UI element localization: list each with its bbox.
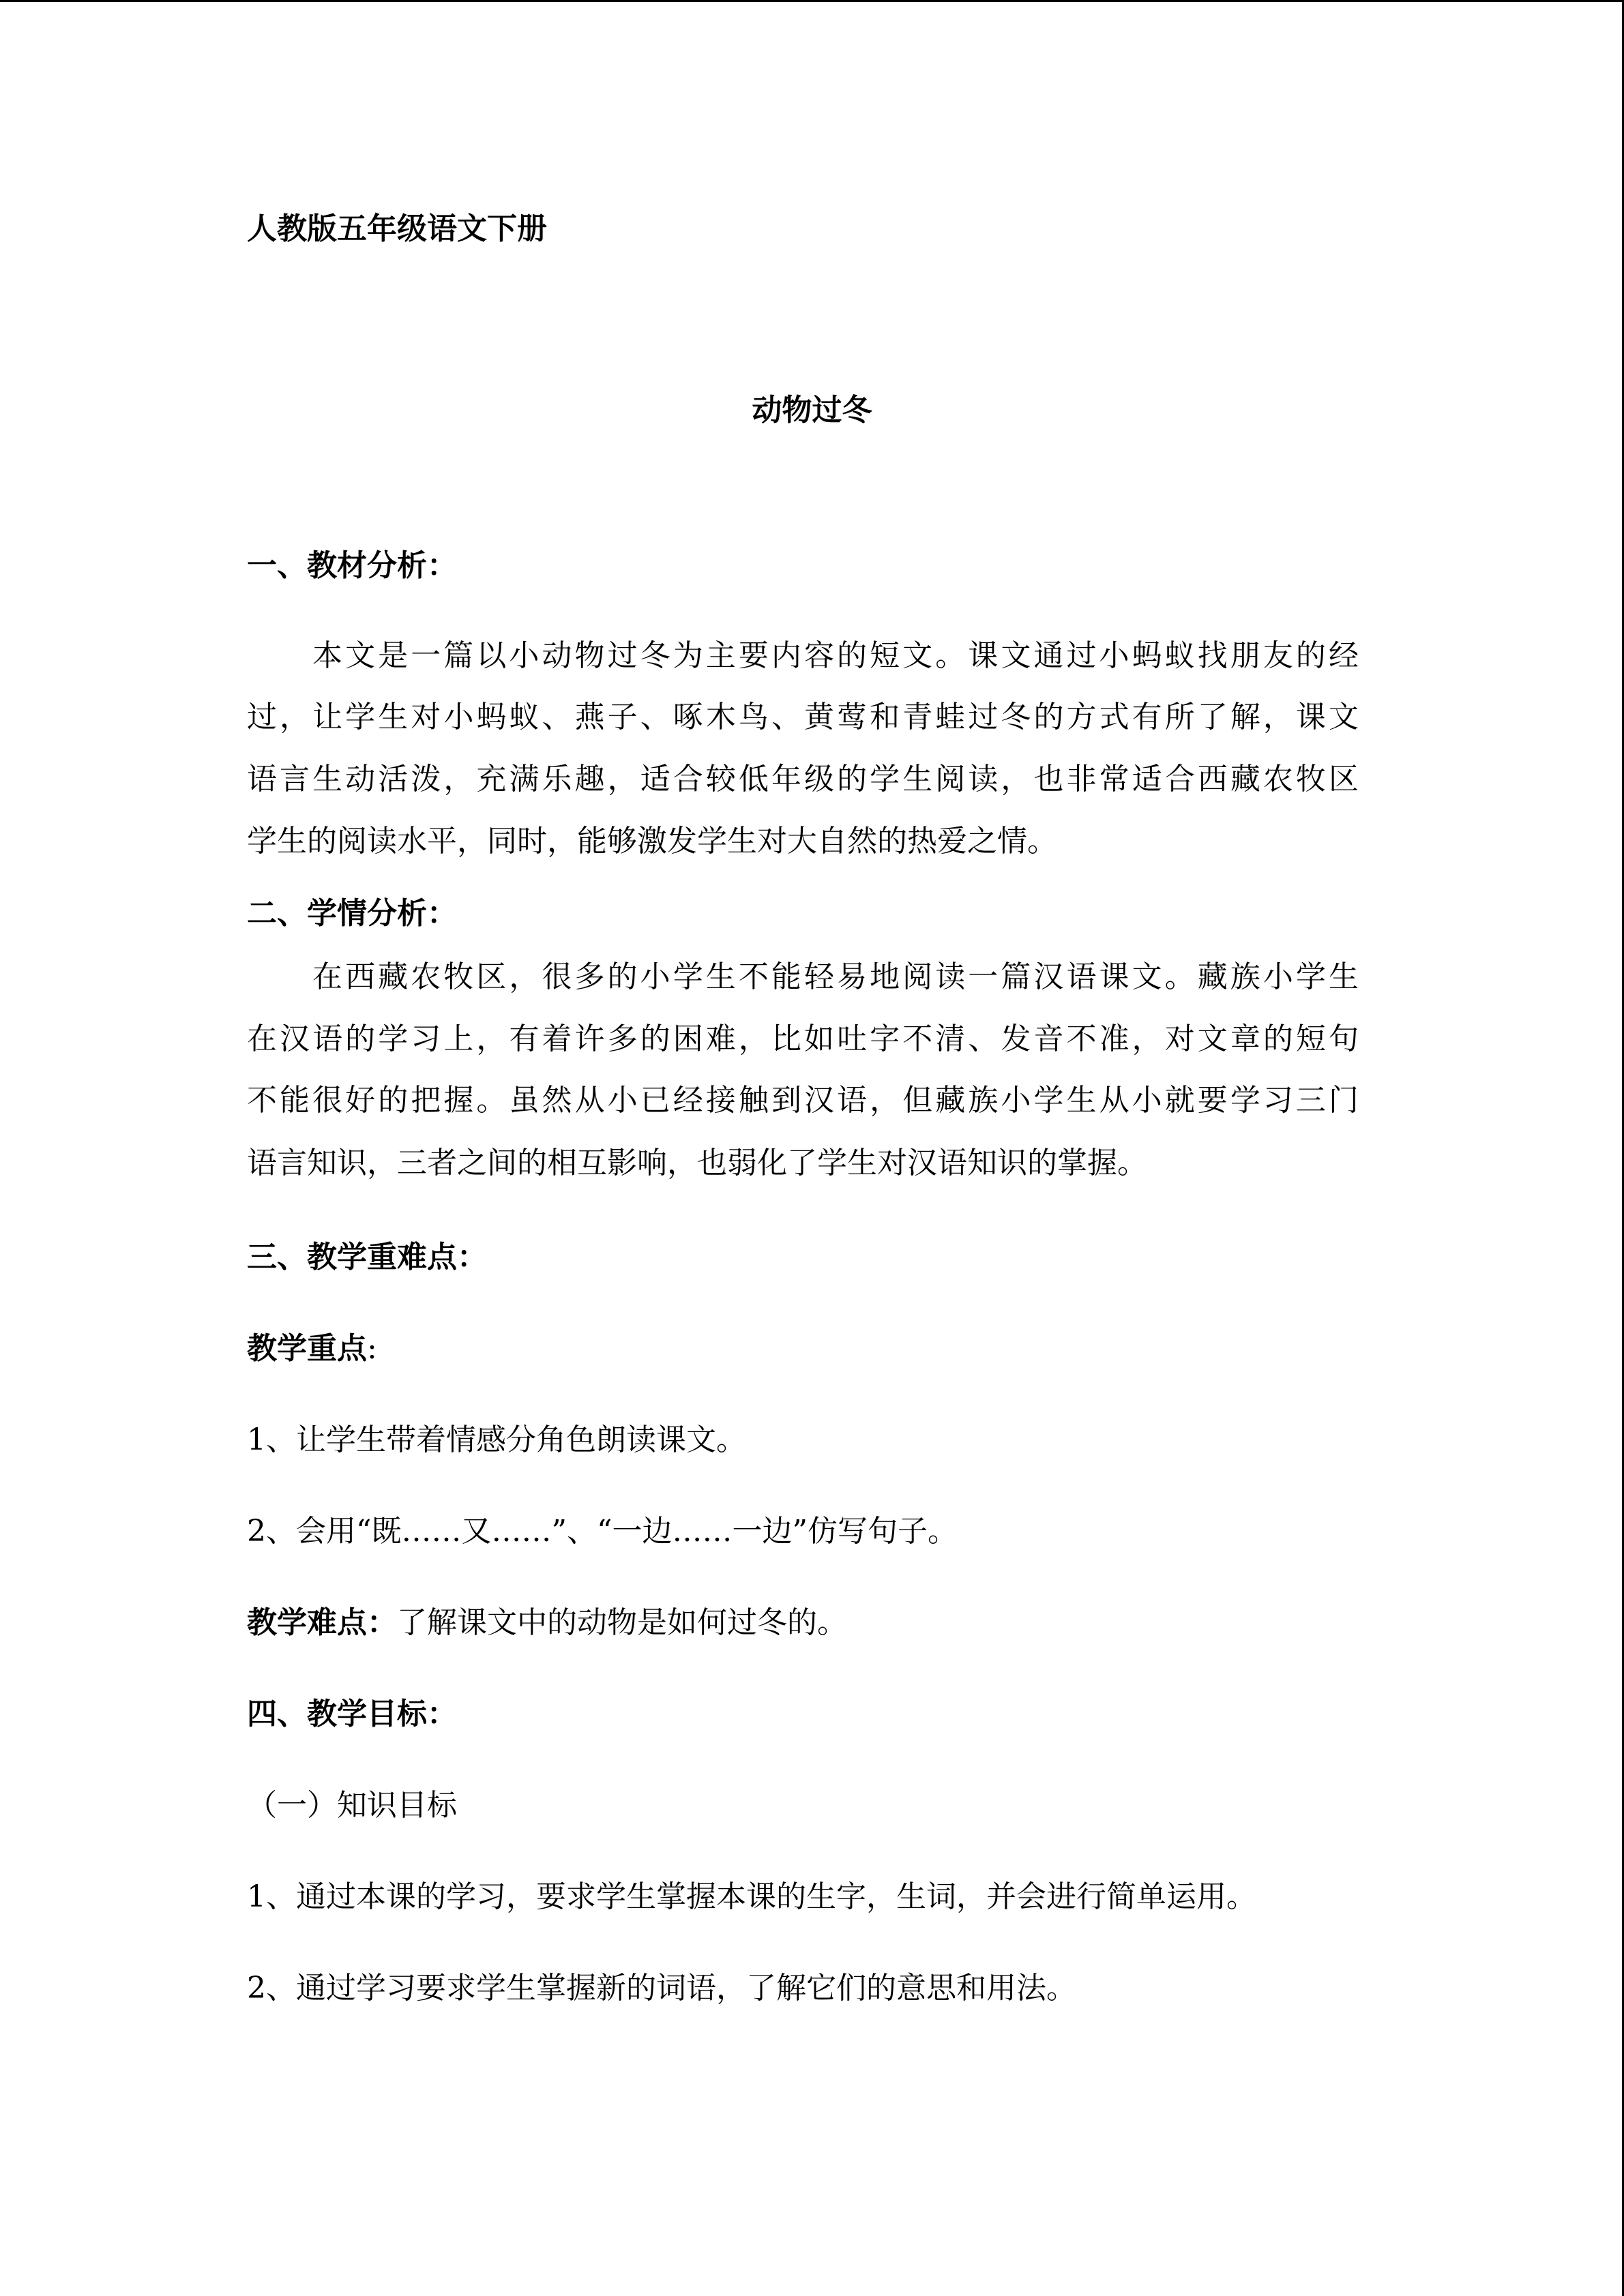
knowledge-goal-item: 1、通过本课的学习，要求学生掌握本课的生字，生词，并会进行简单运用。 [247, 1879, 1256, 1914]
document-title: 动物过冬 [752, 393, 872, 428]
paragraph-line: 不能很好的把握。虽然从小已经接触到汉语，但藏族小学生从小就要学习三门 [247, 1083, 1359, 1118]
section-heading-teaching-goals: 四、教学目标： [247, 1697, 457, 1731]
difficulty-label: 教学难点： [247, 1605, 397, 1640]
paragraph-line: 在汉语的学习上，有着许多的困难，比如吐字不清、发音不准，对文章的短句 [247, 1022, 1359, 1056]
section-heading-student-analysis: 二、学情分析： [247, 896, 457, 931]
difficulty-text: 了解课文中的动物是如何过冬的。 [397, 1605, 847, 1640]
paragraph-line: 过，让学生对小蚂蚁、燕子、啄木鸟、黄莺和青蛙过冬的方式有所了解，课文 [247, 700, 1359, 734]
page-border-top [0, 0, 1624, 2]
subsection-heading-knowledge-goals: （一）知识目标 [247, 1788, 457, 1823]
key-point-item: 1、让学生带着情感分角色朗读课文。 [247, 1422, 746, 1457]
paragraph-line: 语言生动活泼，充满乐趣，适合较低年级的学生阅读，也非常适合西藏农牧区 [247, 762, 1359, 796]
section-heading-textbook-analysis: 一、教材分析： [247, 548, 457, 583]
paragraph-line: 学生的阅读水平，同时，能够激发学生对大自然的热爱之情。 [247, 824, 1057, 859]
key-point-item: 2、会用“既……又……”、“一边……一边”仿写句子。 [247, 1514, 958, 1549]
knowledge-goal-item: 2、通过学习要求学生掌握新的词语，了解它们的意思和用法。 [247, 1971, 1076, 2006]
paragraph-line: 在西藏农牧区，很多的小学生不能轻易地阅读一篇汉语课文。藏族小学生 [312, 959, 1359, 994]
section-heading-key-difficult-points: 三、教学重难点： [247, 1240, 487, 1274]
paragraph-line: 本文是一篇以小动物过冬为主要内容的短文。课文通过小蚂蚁找朋友的经 [312, 638, 1359, 673]
difficulty-line [247, 1602, 847, 1643]
key-points-colon: : [367, 1331, 377, 1366]
document-header: 人教版五年级语文下册 [247, 211, 547, 246]
key-points-label: 教学重点 [247, 1331, 367, 1366]
paragraph-line: 语言知识，三者之间的相互影响，也弱化了学生对汉语知识的掌握。 [247, 1146, 1147, 1180]
key-points-line [247, 1328, 377, 1369]
